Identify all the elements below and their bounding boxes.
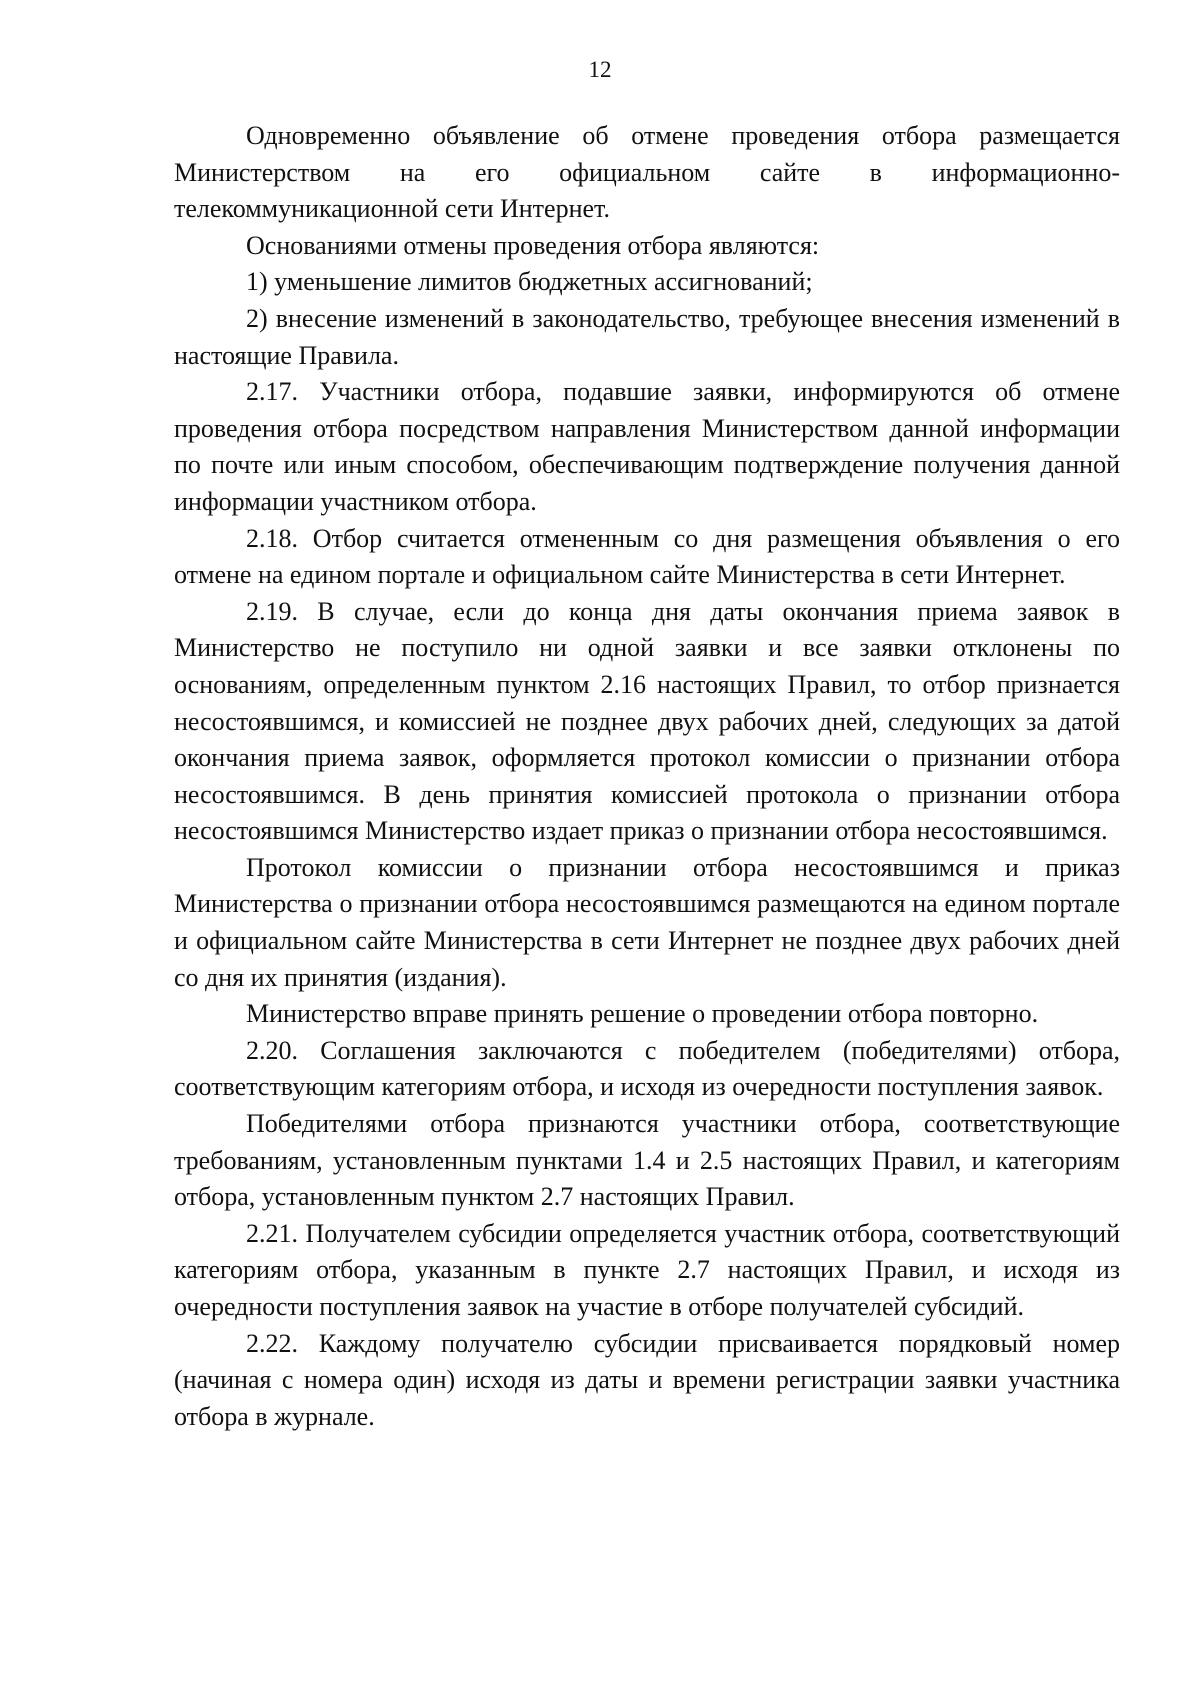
paragraph-clause-2-22: 2.22. Каждому получателю субсидии присваивается порядковый номер (начиная с номера один) исходя из даты и времени регистрации заявки участника отбора в журнале. (174, 1328, 1120, 1431)
paragraph-clause-2-20: 2.20. Соглашения заключаются с победителем (победителями) отбора, соответствующим категориям отбора, и исходя из очередности поступления заявок. (174, 1035, 1120, 1102)
paragraph-clause-2-18: 2.18. Отбор считается отмененным со дня размещения объявления о его отмене на едином портале и официальном сайте Министерства в сети Интернет. (174, 523, 1120, 590)
paragraph-protocol-publication: Протокол комиссии о признании отбора несостоявшимся и приказ Министерства о признании отбора несостоявшимся размещаются на едином портале и официальном сайте Министерства в сети Интернет не позднее двух рабочих дней со дня их принятия (издания). (174, 852, 1120, 992)
paragraph-ground-2: 2) внесение изменений в законодательство, требующее внесения изменений в настоящие Правила. (174, 303, 1120, 370)
paragraph-ground-1: 1) уменьшение лимитов бюджетных ассигнований; (246, 267, 813, 297)
page-number: 12 (588, 57, 612, 82)
paragraph-clause-2-17: 2.17. Участники отбора, подавшие заявки, информируются об отмене проведения отбора посредством направления Министерством данной информации по почте или иным способом, обеспечивающим подтверждение получения данной информации участником отбора. (174, 377, 1120, 516)
document-body (174, 118, 1120, 1435)
paragraph-clause-2-19: 2.19. В случае, если до конца дня даты окончания приема заявок в Министерство не поступило ни одной заявки и все заявки отклонены по основаниям, определенным пунктом 2.16 настоящих Правил, то отбор признается несостоявшимся, и комиссией не позднее двух рабочих дней, следующих за датой окончания приема заявок, оформляется протокол комиссии о признании отбора несостоявшимся. В день принятия комиссией протокола о признании отбора несостоявшимся Министерство издает приказ о признании отбора несостоявшимся. (174, 596, 1120, 846)
paragraph-clause-2-21: 2.21. Получателем субсидии определяется участник отбора, соответствующий категориям отбора, указанным в пункте 2.7 настоящих Правил, и исходя из очередности поступления заявок на участие в отборе получателей субсидий. (174, 1218, 1120, 1321)
paragraph-repeat-selection: Министерство вправе принять решение о проведении отбора повторно. (246, 999, 1039, 1029)
paragraph-cancel-announcement: Одновременно объявление об отмене проведения отбора размещается Министерством на его официальном сайте в информационно-телекоммуникационной сети Интернет. (174, 121, 1120, 224)
paragraph-winners: Победителями отбора признаются участники отбора, соответствующие требованиям, установленным пунктами 1.4 и 2.5 настоящих Правил, и категориям отбора, установленным пунктом 2.7 настоящих Правил. (174, 1109, 1120, 1212)
paragraph-cancel-grounds-intro: Основаниями отмены проведения отбора являются: (246, 230, 820, 260)
